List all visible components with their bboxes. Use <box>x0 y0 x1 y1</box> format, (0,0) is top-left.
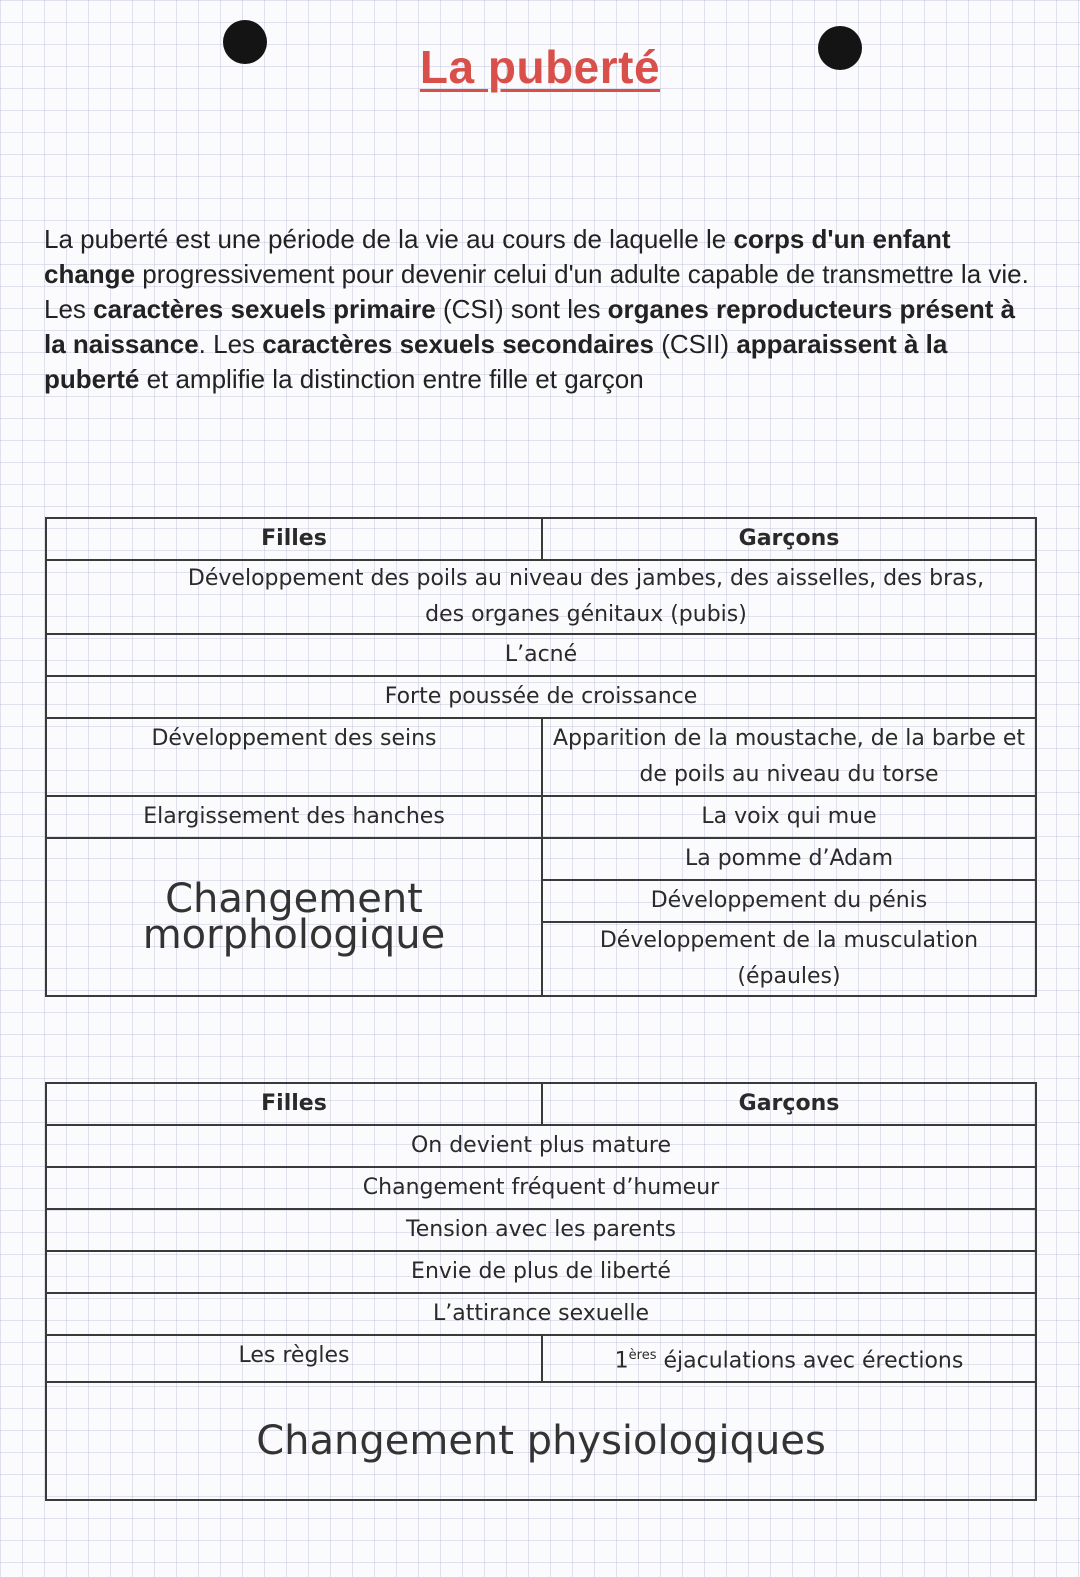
shared-cell: Tension avec les parents <box>46 1209 1036 1251</box>
shared-cell: Changement fréquent d’humeur <box>46 1167 1036 1209</box>
header-boys: Garçons <box>542 1083 1036 1125</box>
boys-cell: Développement de la musculation (épaules) <box>542 922 1036 996</box>
table-row <box>46 1209 1036 1251</box>
girls-cell: Développement des seins <box>46 718 542 796</box>
boys-cell: La pomme d’Adam <box>542 838 1036 880</box>
table-row <box>46 796 1036 838</box>
physiological-changes-table <box>45 1082 1037 1501</box>
girls-cell: Les règles <box>46 1335 542 1382</box>
boys-cell: 1ères éjaculations avec érections <box>542 1335 1036 1382</box>
table-row <box>46 560 1036 634</box>
table-row <box>46 1125 1036 1167</box>
table-row <box>46 1251 1036 1293</box>
table-row <box>46 518 1036 560</box>
table-row <box>46 634 1036 676</box>
boys-cell: Apparition de la moustache, de la barbe et de poils au niveau du torse <box>542 718 1036 796</box>
shared-cell: Envie de plus de liberté <box>46 1251 1036 1293</box>
boys-cell: Développement du pénis <box>542 880 1036 922</box>
intro-paragraph: La puberté est une période de la vie au cours de laquelle le corps d'un enfant change progressivement pour devenir celui d'un adulte capable de transmettre la vie. Les caractères sexuels primaire (CSI) sont les organes reproducteurs présent à la naissance. Les caractères sexuels secondaires (CSII) apparaissent à la puberté et amplifie la distinction entre fille et garçon <box>44 224 1029 394</box>
table-row <box>46 1293 1036 1335</box>
shared-cell: L’acné <box>46 634 1036 676</box>
table-row <box>46 718 1036 796</box>
shared-cell: Développement des poils au niveau des jambes, des aisselles, des bras, des organes génitaux (pubis) <box>46 560 1036 634</box>
table-row <box>46 1167 1036 1209</box>
girls-cell: Elargissement des hanches <box>46 796 542 838</box>
header-girls: Filles <box>46 1083 542 1125</box>
table-row <box>46 838 1036 880</box>
table-row <box>46 1083 1036 1125</box>
shared-cell: On devient plus mature <box>46 1125 1036 1167</box>
shared-cell: Forte poussée de croissance <box>46 676 1036 718</box>
table-row <box>46 1382 1036 1500</box>
table-row <box>46 676 1036 718</box>
morphological-changes-table <box>45 517 1037 997</box>
physiological-change-label: Changement physiologiques <box>46 1382 1036 1500</box>
table-row <box>46 1335 1036 1382</box>
boys-cell: La voix qui mue <box>542 796 1036 838</box>
header-girls: Filles <box>46 518 542 560</box>
shared-cell: L’attirance sexuelle <box>46 1293 1036 1335</box>
morphological-change-label: Changement morphologique <box>46 838 542 996</box>
page-title: La puberté <box>419 41 661 93</box>
header-boys: Garçons <box>542 518 1036 560</box>
